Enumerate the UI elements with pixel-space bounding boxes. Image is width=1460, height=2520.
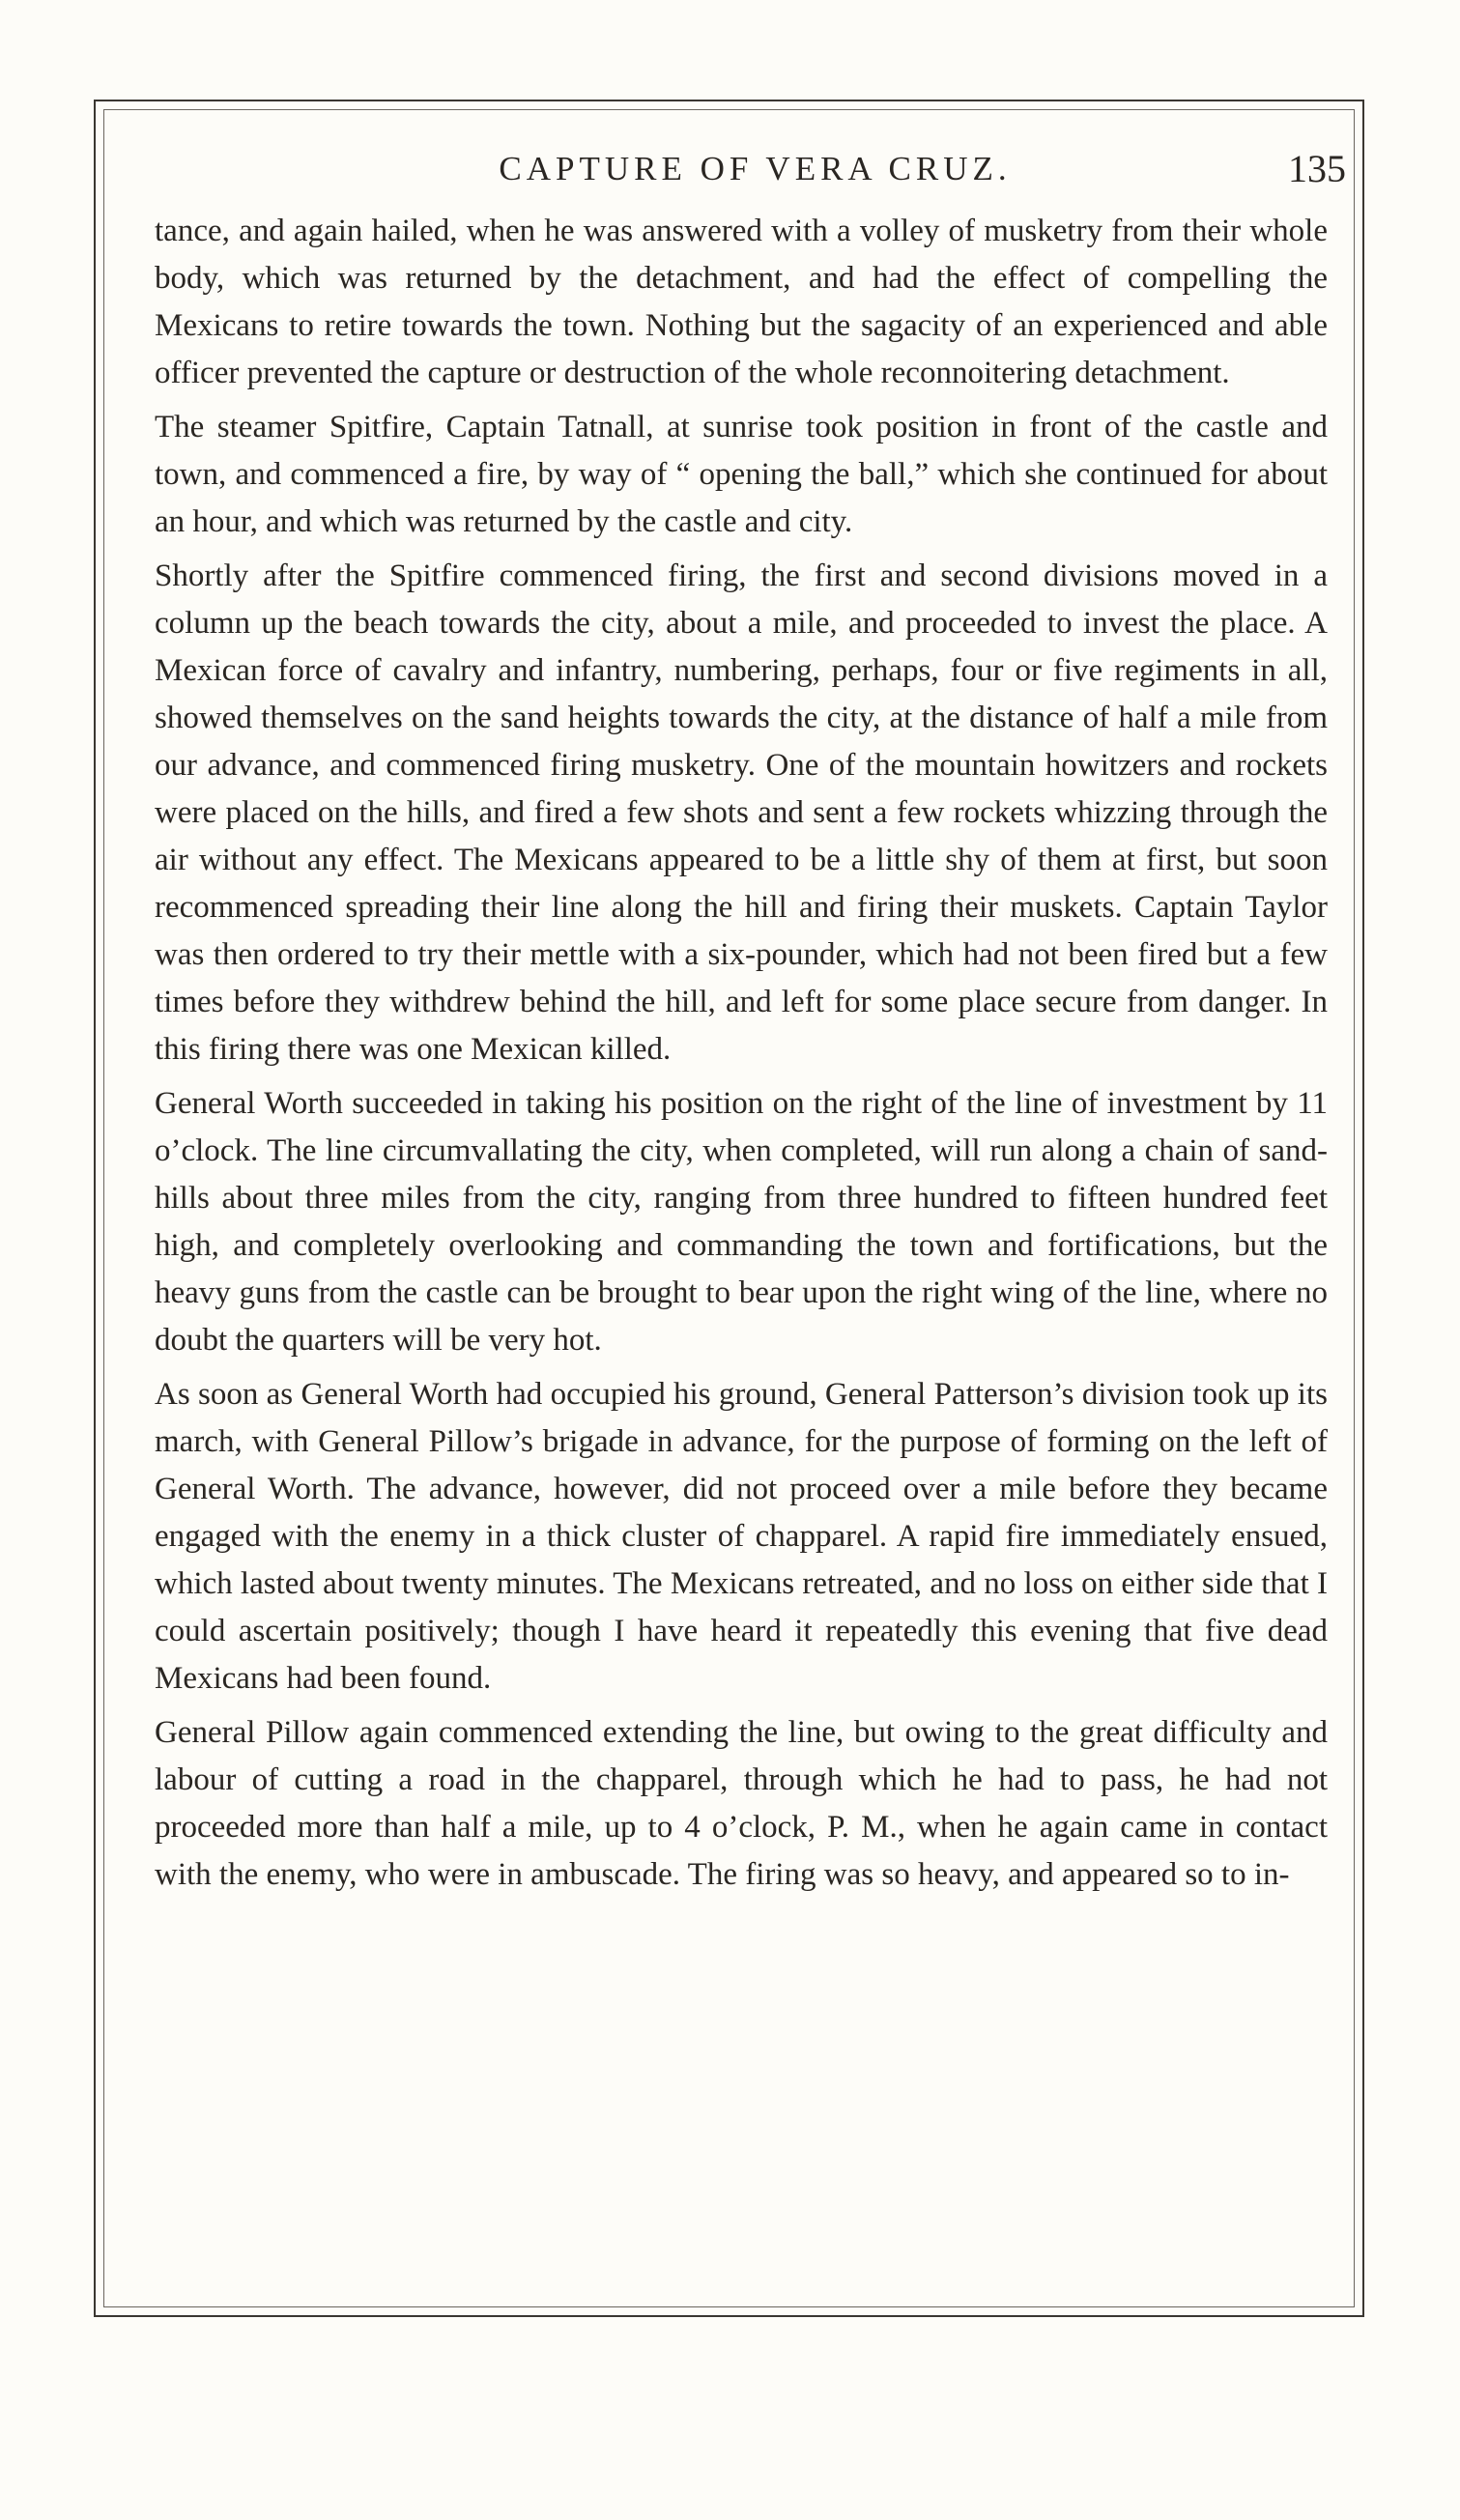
running-head: [164, 140, 1346, 198]
paragraph: tance, and again hailed, when he was answered with a volley of musketry from their whole body, which was returned by the detachment, and had the effect of compelling the Mexicans to retire towards the town. Nothing but the sagacity of an experienced and able officer prevented the capture or destruction of the whole reconnoitering detachment.: [155, 214, 1328, 390]
paragraph: Shortly after the Spitfire commenced firing, the first and second divisions moved in a column up the beach towards the city, about a mile, and proceeded to invest the place. A Mexican force of cavalry and infantry, numbering, perhaps, four or five regiments in all, showed themselves on the sand heights towards the city, at the distance of half a mile from our advance, and commenced firing musketry. One of the mountain howitzers and rockets were placed on the hills, and fired a few shots and sent a few rockets whizzing through the air without any effect. The Mexicans appeared to be a little shy of them at first, but soon recommenced spreading their line along the hill and firing their muskets. Captain Taylor was then ordered to try their mettle with a six-pounder, which had not been fired but a few times before they withdrew behind the hill, and left for some place secure from danger. In this firing there was one Mexican killed.: [155, 558, 1328, 1067]
running-title: CAPTURE OF VERA CRUZ.: [499, 150, 1012, 187]
paragraph: As soon as General Worth had occupied his ground, General Patterson’s division took up its march, with General Pillow’s brigade in advance, for the purpose of forming on the left of General Worth. The advance, however, did not proceed over a mile before they became engaged with the enemy in a thick cluster of chapparel. A rapid fire immediately ensued, which lasted about twenty minutes. The Mexicans retreated, and no loss on either side that I could ascertain positively; though I have heard it repeatedly this evening that five dead Mexicans had been found.: [155, 1377, 1328, 1696]
body-text: [155, 208, 1328, 1905]
paragraph: General Worth succeeded in taking his position on the right of the line of investment by 11 o’clock. The line circumvallating the city, when completed, will run along a chain of sand-hills about three miles from the city, ranging from three hundred to fifteen hundred feet high, and completely overlooking and commanding the town and fortifications, but the heavy guns from the castle can be brought to bear upon the right wing of the line, where no doubt the quarters will be very hot.: [155, 1086, 1328, 1358]
paragraph: General Pillow again commenced extending the line, but owing to the great difficulty and labour of cutting a road in the chapparel, through which he had to pass, he had not proceeded more than half a mile, up to 4 o’clock, P. M., when he again came in contact with the enemy, who were in ambuscade. The firing was so heavy, and appeared so to in-: [155, 1715, 1328, 1892]
page-number: 135: [1288, 147, 1346, 190]
paragraph: The steamer Spitfire, Captain Tatnall, at sunrise took position in front of the castle and town, and commenced a fire, by way of “ opening the ball,” which she continued for about an hour, and which was returned by the castle and city.: [155, 410, 1328, 539]
